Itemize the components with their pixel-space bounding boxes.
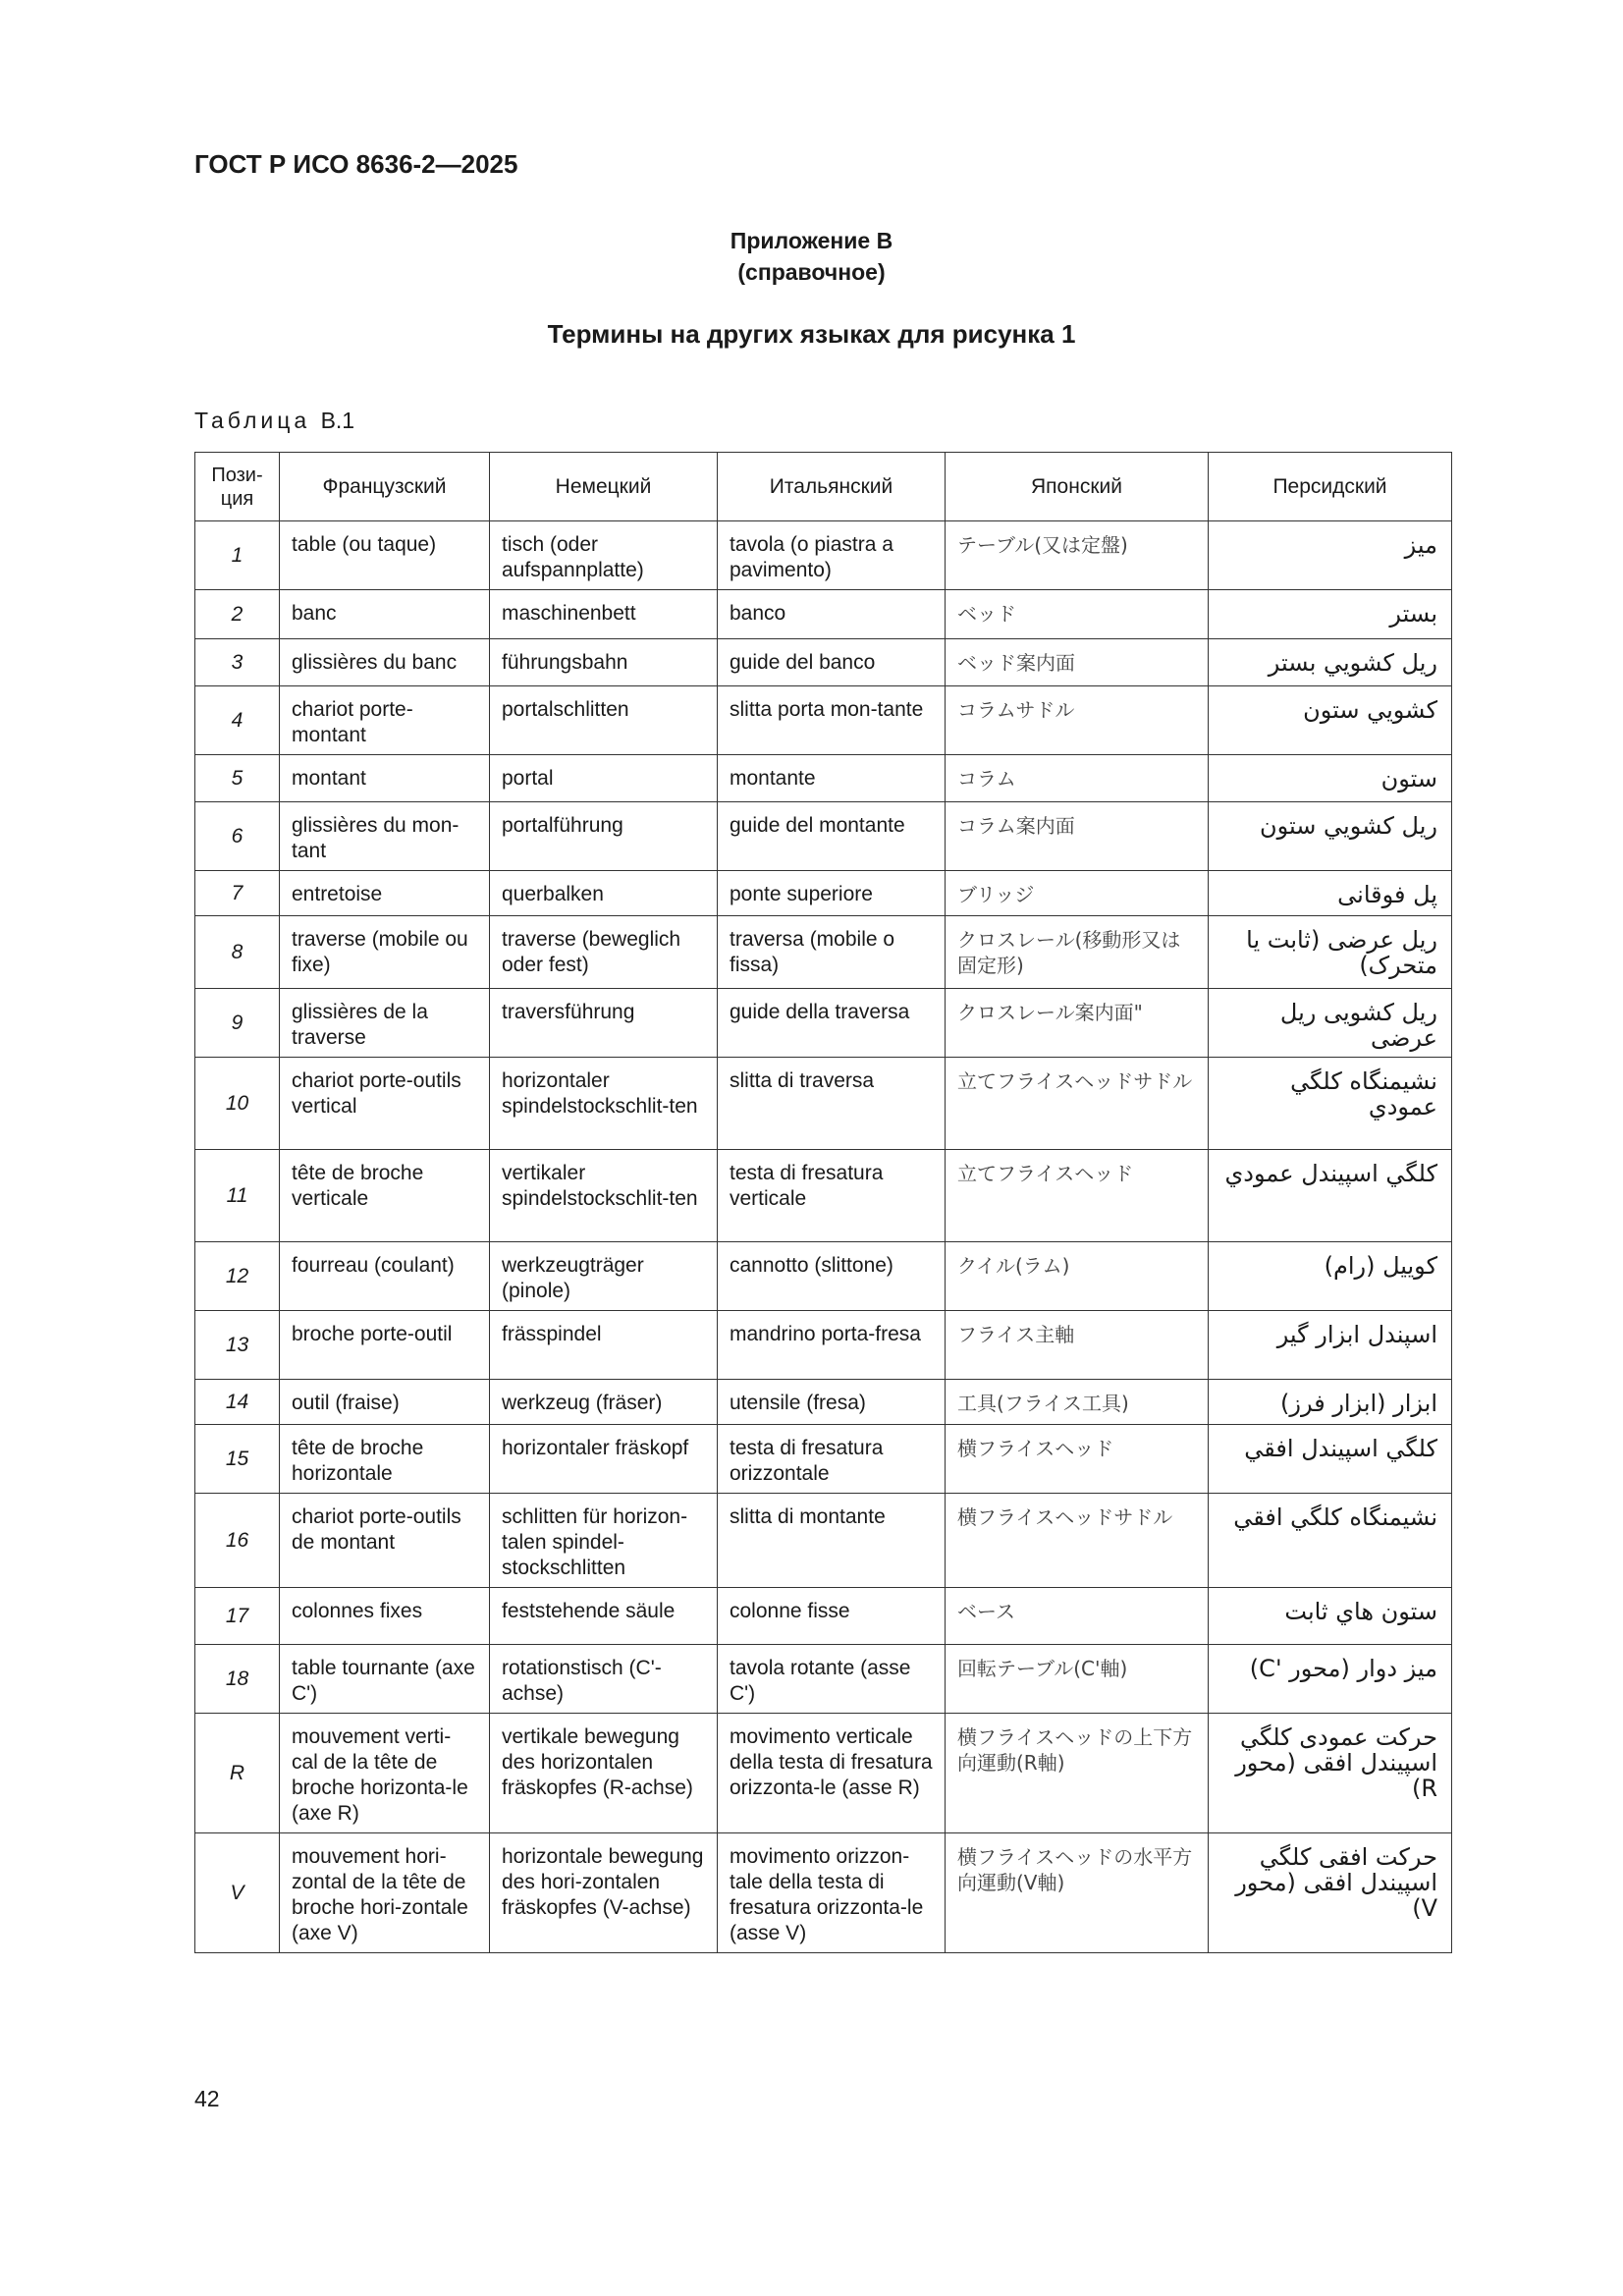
position-cell: 8 [195,916,280,989]
persian-cell: ابزار (ابزار فرز) [1209,1380,1452,1425]
italian-cell: utensile (fresa) [718,1380,946,1425]
position-cell: 9 [195,989,280,1058]
french-cell: outil (fraise) [280,1380,490,1425]
table-caption-number: В.1 [320,408,355,433]
section-title: Термины на других языках для рисунка 1 [547,319,1076,349]
french-cell: traverse (mobile ou fixe) [280,916,490,989]
japanese-cell: ベッド案内面 [946,639,1209,686]
position-cell: 4 [195,686,280,755]
position-cell: 12 [195,1242,280,1311]
persian-cell: حرکت عمودی كلگي اسپيندل افقی (محور R) [1209,1714,1452,1833]
german-cell: frässpindel [490,1311,718,1380]
german-cell: traversführung [490,989,718,1058]
position-cell: 16 [195,1494,280,1588]
document-code: ГОСТ Р ИСО 8636-2—2025 [194,149,518,179]
french-cell: chariot porte-outils de montant [280,1494,490,1588]
italian-cell: slitta di montante [718,1494,946,1588]
french-cell: glissières du mon-tant [280,802,490,871]
column-header-japanese: Японский [946,453,1209,521]
persian-cell: پل فوقانی [1209,871,1452,916]
italian-cell: guide del banco [718,639,946,686]
table-row [195,686,1452,755]
persian-cell: ريل كشويي بستر [1209,639,1452,686]
persian-cell: كلگي اسپيندل عمودي [1209,1150,1452,1242]
italian-cell: tavola rotante (asse C') [718,1645,946,1714]
italian-cell: slitta porta mon-tante [718,686,946,755]
japanese-cell: ベッド [946,590,1209,639]
german-cell: querbalken [490,871,718,916]
german-cell: traverse (beweglich oder fest) [490,916,718,989]
french-cell: glissières de la traverse [280,989,490,1058]
italian-cell: traversa (mobile o fissa) [718,916,946,989]
french-cell: chariot porte-outils vertical [280,1058,490,1150]
column-header-german: Немецкий [490,453,718,521]
japanese-cell: 立てフライスヘッドサドル [946,1058,1209,1150]
italian-cell: guide della traversa [718,989,946,1058]
french-cell: tête de broche horizontale [280,1425,490,1494]
italian-cell: guide del montante [718,802,946,871]
german-cell: werkzeug (fräser) [490,1380,718,1425]
column-header-french: Французский [280,453,490,521]
persian-cell: ميز [1209,521,1452,590]
persian-cell: نشيمنگاه كلگي افقي [1209,1494,1452,1588]
table-caption-word: Таблица [194,408,311,433]
german-cell: horizontale bewegung des hori-zontalen fräskopfes (V-achse) [490,1833,718,1953]
french-cell: montant [280,755,490,802]
persian-cell: ريل كشويی ريل عرضی [1209,989,1452,1058]
french-cell: tête de broche verticale [280,1150,490,1242]
german-cell: vertikaler spindelstockschlit-ten [490,1150,718,1242]
italian-cell: movimento orizzon-tale della testa di fresatura orizzonta-le (asse V) [718,1833,946,1953]
table-row [195,1242,1452,1311]
persian-cell: ميز دوار (محور 'C) [1209,1645,1452,1714]
italian-cell: cannotto (slittone) [718,1242,946,1311]
table-row [195,1380,1452,1425]
table-row [195,989,1452,1058]
persian-cell: نشيمنگاه كلگي عمودي [1209,1058,1452,1150]
annex-type: (справочное) [737,259,886,285]
table-row [195,1425,1452,1494]
french-cell: mouvement hori-zontal de la tête de broche hori-zontale (axe V) [280,1833,490,1953]
japanese-cell: コラム案内面 [946,802,1209,871]
table-row [195,1058,1452,1150]
persian-cell: ریل عرضی (ثابت یا متحرک) [1209,916,1452,989]
position-cell: 6 [195,802,280,871]
table-row [195,590,1452,639]
table-row [195,1588,1452,1645]
persian-cell: كلگي اسپيندل افقي [1209,1425,1452,1494]
german-cell: tisch (oder aufspannplatte) [490,521,718,590]
persian-cell: كوييل (رام) [1209,1242,1452,1311]
column-header-position: Пози-ция [195,453,280,521]
japanese-cell: 立てフライスヘッド [946,1150,1209,1242]
italian-cell: montante [718,755,946,802]
german-cell: werkzeugträger (pinole) [490,1242,718,1311]
french-cell: colonnes fixes [280,1588,490,1645]
column-header-persian: Персидский [1209,453,1452,521]
position-cell: 10 [195,1058,280,1150]
table-row [195,1150,1452,1242]
italian-cell: tavola (o piastra a pavimento) [718,521,946,590]
french-cell: entretoise [280,871,490,916]
position-cell: 3 [195,639,280,686]
japanese-cell: コラム [946,755,1209,802]
german-cell: portal [490,755,718,802]
position-cell: 11 [195,1150,280,1242]
position-cell: 1 [195,521,280,590]
french-cell: fourreau (coulant) [280,1242,490,1311]
page-number: 42 [194,2086,220,2111]
annex-title: Приложение В [730,228,893,253]
italian-cell: banco [718,590,946,639]
japanese-cell: 横フライスヘッドの上下方向運動(R軸) [946,1714,1209,1833]
french-cell: table (ou taque) [280,521,490,590]
terms-table [194,452,1452,1953]
german-cell: führungsbahn [490,639,718,686]
table-row [195,521,1452,590]
italian-cell: ponte superiore [718,871,946,916]
german-cell: schlitten für horizon-talen spindel-stockschlitten [490,1494,718,1588]
japanese-cell: クロスレール案内面" [946,989,1209,1058]
japanese-cell: ベース [946,1588,1209,1645]
position-cell: 18 [195,1645,280,1714]
position-cell: 13 [195,1311,280,1380]
persian-cell: ستون [1209,755,1452,802]
position-cell: 14 [195,1380,280,1425]
persian-cell: ريل كشويي ستون [1209,802,1452,871]
german-cell: portalführung [490,802,718,871]
german-cell: vertikale bewegung des horizontalen fräskopfes (R-achse) [490,1714,718,1833]
position-cell: 2 [195,590,280,639]
japanese-cell: 回転テーブル(C'軸) [946,1645,1209,1714]
french-cell: table tournante (axe C') [280,1645,490,1714]
japanese-cell: ブリッジ [946,871,1209,916]
table-row [195,1311,1452,1380]
japanese-cell: 横フライスヘッド [946,1425,1209,1494]
table-header-row [195,453,1452,521]
table-row [195,916,1452,989]
position-cell: 15 [195,1425,280,1494]
japanese-cell: 横フライスヘッドの水平方向運動(V軸) [946,1833,1209,1953]
table-caption [194,408,354,434]
persian-cell: بستر [1209,590,1452,639]
table-row [195,1494,1452,1588]
position-cell: 5 [195,755,280,802]
table-row [195,639,1452,686]
italian-cell: slitta di traversa [718,1058,946,1150]
italian-cell: colonne fisse [718,1588,946,1645]
german-cell: maschinenbett [490,590,718,639]
italian-cell: movimento verticale della testa di fresatura orizzonta-le (asse R) [718,1714,946,1833]
japanese-cell: 工具(フライス工具) [946,1380,1209,1425]
french-cell: broche porte-outil [280,1311,490,1380]
persian-cell: كشويي ستون [1209,686,1452,755]
japanese-cell: コラムサドル [946,686,1209,755]
japanese-cell: 横フライスヘッドサドル [946,1494,1209,1588]
french-cell: banc [280,590,490,639]
japanese-cell: フライス主軸 [946,1311,1209,1380]
table-row [195,1833,1452,1953]
german-cell: horizontaler fräskopf [490,1425,718,1494]
position-cell: R [195,1714,280,1833]
table-row [195,871,1452,916]
german-cell: rotationstisch (C'-achse) [490,1645,718,1714]
french-cell: chariot porte-montant [280,686,490,755]
german-cell: portalschlitten [490,686,718,755]
position-cell: 7 [195,871,280,916]
japanese-cell: テーブル(又は定盤) [946,521,1209,590]
japanese-cell: クロスレール(移動形又は固定形) [946,916,1209,989]
german-cell: feststehende säule [490,1588,718,1645]
position-cell: 17 [195,1588,280,1645]
column-header-italian: Итальянский [718,453,946,521]
persian-cell: اسپندل ابزار گیر [1209,1311,1452,1380]
italian-cell: mandrino porta-fresa [718,1311,946,1380]
french-cell: glissières du banc [280,639,490,686]
french-cell: mouvement verti-cal de la tête de broche horizonta-le (axe R) [280,1714,490,1833]
italian-cell: testa di fresatura verticale [718,1150,946,1242]
italian-cell: testa di fresatura orizzontale [718,1425,946,1494]
position-cell: V [195,1833,280,1953]
table-row [195,1714,1452,1833]
table-row [195,1645,1452,1714]
japanese-cell: クイル(ラム) [946,1242,1209,1311]
persian-cell: حرکت افقی كلگي اسپيندل افقی (محور V) [1209,1833,1452,1953]
persian-cell: ستون هاي ثابت [1209,1588,1452,1645]
table-row [195,802,1452,871]
table-row [195,755,1452,802]
german-cell: horizontaler spindelstockschlit-ten [490,1058,718,1150]
